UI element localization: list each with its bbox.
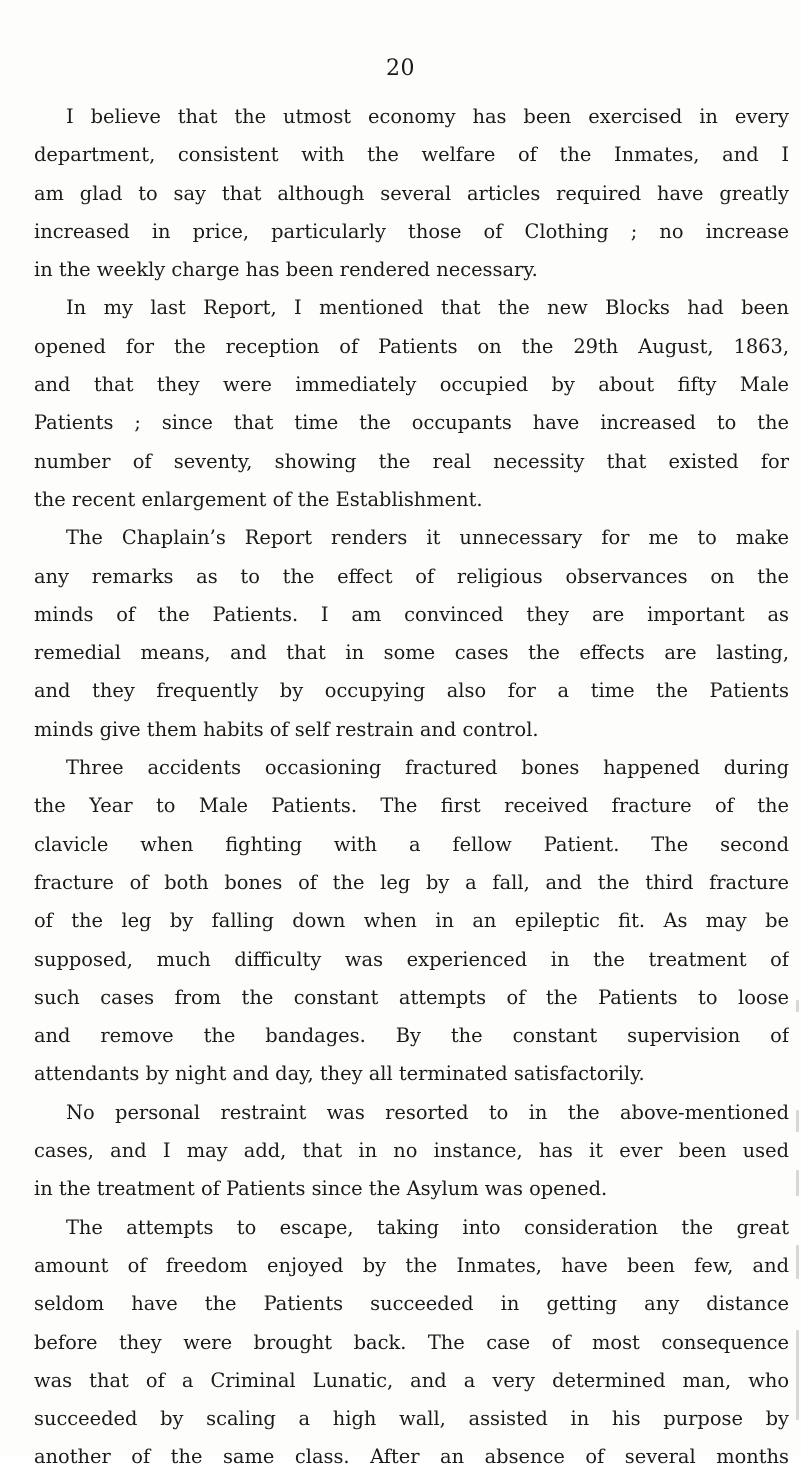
text-line: such cases from the constant attempts of the Patients to loose (34, 985, 789, 1009)
text-line: cases, and I may add, that in no instance, has it ever been used (34, 1139, 789, 1163)
text-line: the Year to Male Patients. The first received fracture of the (34, 794, 789, 818)
text-line: am glad to say that although several articles required have greatly (34, 181, 789, 205)
text-line: minds give them habits of self restrain and control. (34, 717, 539, 741)
text-line: another of the same class. After an absence of several months (34, 1445, 789, 1469)
text-line: remedial means, and that in some cases the effects are lasting, (34, 641, 789, 665)
body-text (34, 98, 789, 1477)
text-line: of the leg by falling down when in an epileptic fit. As may be (34, 909, 789, 933)
text-line: and that they were immediately occupied by about fifty Male (34, 373, 789, 397)
text-line: succeeded by scaling a high wall, assisted in his purpose by (34, 1407, 789, 1431)
text-line: any remarks as to the effect of religious observances on the (34, 564, 789, 588)
text-line: was that of a Criminal Lunatic, and a very determined man, who (34, 1368, 789, 1392)
text-line: increased in price, particularly those of Clothing ; no increase (34, 219, 789, 243)
text-line: minds of the Patients. I am convinced they are important as (34, 602, 789, 626)
text-line: and they frequently by occupying also for a time the Patients (34, 679, 789, 703)
text-line: Three accidents occasioning fractured bones happened during (66, 756, 789, 780)
text-line: and remove the bandages. By the constant supervision of (34, 1024, 789, 1048)
text-line: fracture of both bones of the leg by a fall, and the third fracture (34, 870, 789, 894)
text-line: in the weekly charge has been rendered necessary. (34, 258, 538, 282)
text-line: The Chaplain’s Report renders it unnecessary for me to make (66, 526, 789, 550)
text-line: In my last Report, I mentioned that the new Blocks had been (66, 296, 789, 320)
text-line: amount of freedom enjoyed by the Inmates, have been few, and (34, 1253, 789, 1277)
text-line: I believe that the utmost economy has been exercised in every (66, 105, 789, 128)
text-line: The attempts to escape, taking into consideration the great (66, 1215, 789, 1239)
text-line: attendants by night and day, they all terminated satisfactorily. (34, 1062, 645, 1086)
text-line: the recent enlargement of the Establishment. (34, 487, 483, 511)
text-line: Patients ; since that time the occupants have increased to the (34, 411, 789, 435)
text-line: department, consistent with the welfare of the Inmates, and I (34, 143, 789, 167)
text-line: No personal restraint was resorted to in the above-mentioned (66, 1100, 789, 1124)
text-line: number of seventy, showing the real necessity that existed for (34, 449, 789, 473)
margin-scan-marks (791, 1000, 801, 1456)
text-line: seldom have the Patients succeeded in getting any distance (34, 1292, 789, 1316)
text-line: clavicle when fighting with a fellow Patient. The second (34, 832, 789, 856)
text-line: opened for the reception of Patients on the 29th August, 1863, (34, 334, 789, 358)
page-number: 20 (386, 56, 415, 81)
text-line: supposed, much difficulty was experienced in the treatment of (34, 947, 789, 971)
text-line: in the treatment of Patients since the Asylum was opened. (34, 1177, 608, 1201)
text-line: before they were brought back. The case of most consequence (34, 1330, 789, 1354)
